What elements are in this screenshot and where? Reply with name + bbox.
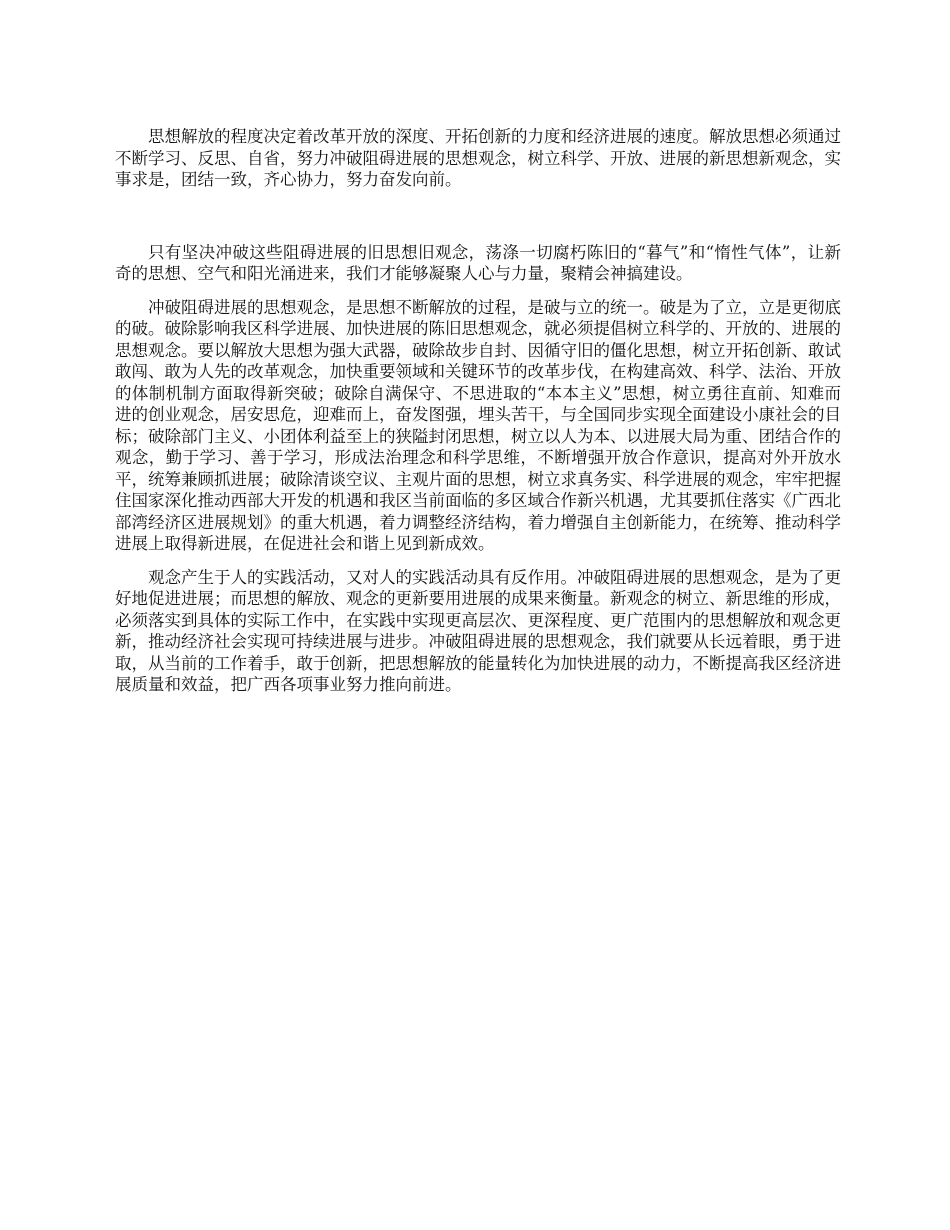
paragraph-4: 观念产生于人的实践活动，又对人的实践活动具有反作用。冲破阻碍进展的思想观念，是为了更好地促进进展；而思想的解放、观念的更新要用进展的成果来衡量。新观念的树立、新思维的形成，必须落实到具体的实际工作中，在实践中实现更高层次、更深程度、更广范围内的思想解放和观念更新，推动经济社会实现可持续进展与进步。冲破阻碍进展的思想观念，我们就要从长远着眼，勇于进取，从当前的工作着手，敢于创新，把思想解放的能量转化为加快进展的动力，不断提高我区经济进展质量和效益，把广西各项事业努力推向前进。 [115, 567, 841, 694]
paragraph-2: 只有坚决冲破这些阻碍进展的旧思想旧观念，荡涤一切腐朽陈旧的“暮气”和“惰性气体”，让新奇的思想、空气和阳光涌进来，我们才能够凝聚人心与力量，聚精会神搞建设。 [115, 242, 841, 283]
document-body [115, 126, 841, 696]
paragraph-1: 思想解放的程度决定着改革开放的深度、开拓创新的力度和经济进展的速度。解放思想必须通过不断学习、反思、自省，努力冲破阻碍进展的思想观念，树立科学、开放、进展的新思想新观念，实事求是，团结一致，齐心协力，努力奋发向前。 [115, 127, 841, 189]
paragraph-3: 冲破阻碍进展的思想观念，是思想不断解放的过程，是破与立的统一。破是为了立，立是更彻底的破。破除影响我区科学进展、加快进展的陈旧思想观念，就必须提倡树立科学的、开放的、进展的思想观念。要以解放大思想为强大武器，破除故步自封、因循守旧的僵化思想，树立开拓创新、敢试敢闯、敢为人先的改革观念，加快重要领域和关键环节的改革步伐，在构建高效、科学、法治、开放的体制机制方面取得新突破；破除自满保守、不思进取的“本本主义”思想，树立勇往直前、知难而进的创业观念，居安思危，迎难而上，奋发图强，埋头苦干，与全国同步实现全面建设小康社会的目标；破除部门主义、小团体利益至上的狭隘封闭思想，树立以人为本、以进展大局为重、团结合作的观念，勤于学习、善于学习，形成法治理念和科学思维，不断增强开放合作意识，提高对外开放水平，统筹兼顾抓进展；破除清谈空议、主观片面的思想，树立求真务实、科学进展的观念，牢牢把握住国家深化推动西部大开发的机遇和我区当前面临的多区域合作新兴机遇，尤其要抓住落实《广西北部湾经济区进展规划》的重大机遇，着力调整经济结构，着力增强自主创新能力，在统筹、推动科学进展上取得新进展，在促进社会和谐上见到新成效。 [115, 297, 841, 553]
